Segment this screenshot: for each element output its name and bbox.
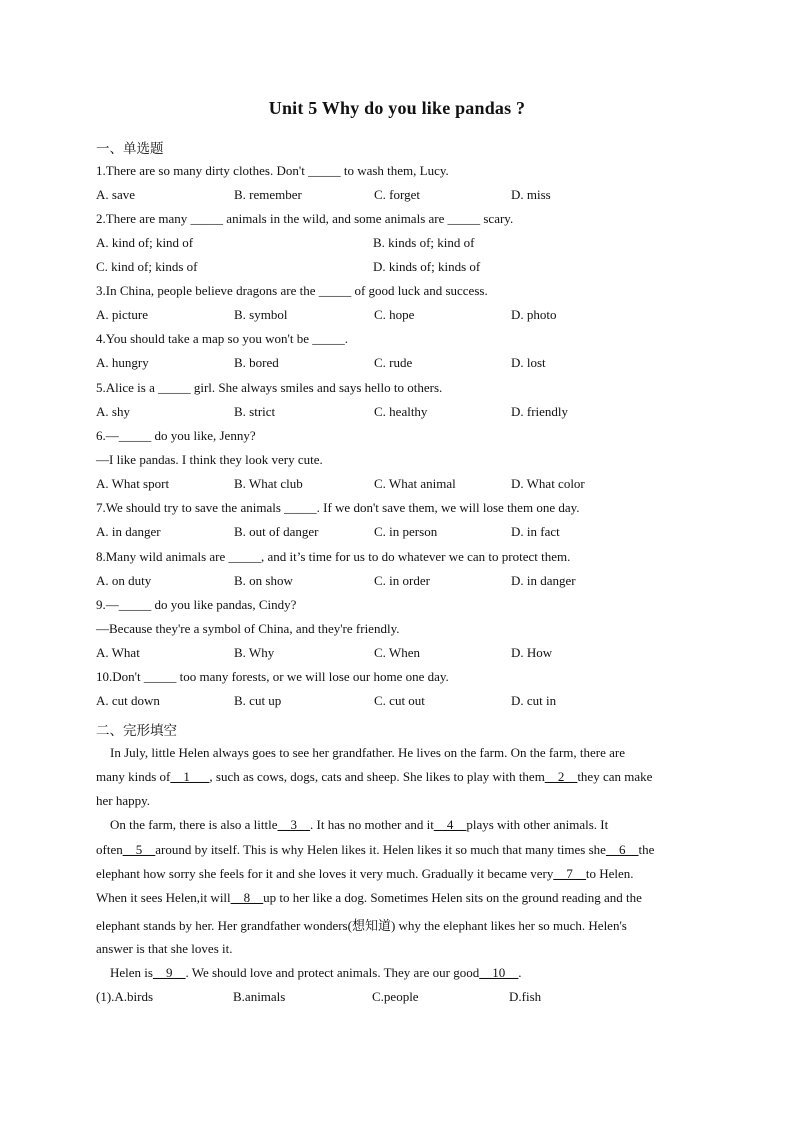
option-10a: A. cut down	[96, 693, 160, 708]
option-6b: B. What club	[234, 476, 303, 491]
cloze-blank-4: __4__	[433, 817, 467, 832]
option-3a: A. picture	[96, 307, 148, 322]
option-1b: B. remember	[234, 187, 302, 202]
cloze-option-1a: (1).A.birds	[96, 989, 154, 1004]
question-3: 3.In China, people believe dragons are the _____ of good luck and success.	[96, 283, 488, 298]
cloze-option-1b: B.animals	[233, 989, 286, 1004]
cloze-blank-2: __2__	[544, 769, 578, 784]
cloze-blank-10: __10__	[479, 965, 519, 980]
passage-line-5: often__5__around by itself. This is why Helen likes it. Helen likes it so much that many times she__6__the	[96, 842, 655, 857]
option-4c: C. rude	[374, 355, 413, 370]
cloze-option-1c: C.people	[372, 989, 419, 1004]
option-5d: D. friendly	[511, 404, 569, 419]
passage-line-9: answer is that she loves it.	[96, 941, 233, 956]
option-8a: A. on duty	[96, 573, 152, 588]
cloze-blank-6: __6__	[605, 842, 639, 857]
question-10: 10.Don't _____ too many forests, or we will lose our home one day.	[96, 669, 449, 684]
section-heading-cloze: 二、完形填空	[96, 723, 177, 738]
cloze-blank-1: __1___	[170, 769, 210, 784]
question-9: 9.—_____ do you like pandas, Cindy?	[96, 597, 297, 612]
option-5b: B. strict	[234, 404, 276, 419]
passage-line-10: Helen is__9__. We should love and protect animals. They are our good__10__.	[110, 965, 522, 980]
cloze-blank-5: __5__	[122, 842, 156, 857]
question-8: 8.Many wild animals are _____, and it’s time for us to do whatever we can to protect them.	[96, 549, 571, 564]
section-heading-single-choice: 一、单选题	[96, 141, 164, 156]
option-1a: A. save	[96, 187, 135, 202]
option-2d: D. kinds of; kinds of	[373, 259, 481, 274]
option-10b: B. cut up	[234, 693, 282, 708]
passage-line-3: her happy.	[96, 793, 151, 808]
cloze-blank-8: __8__	[230, 890, 264, 905]
passage-line-7: When it sees Helen,it will__8__up to her like a dog. Sometimes Helen sits on the ground reading and the	[96, 890, 642, 905]
option-4a: A. hungry	[96, 355, 149, 370]
option-5c: C. healthy	[374, 404, 428, 419]
cloze-blank-7: __7__	[553, 866, 586, 881]
option-9d: D. How	[511, 645, 553, 660]
option-1d: D. miss	[511, 187, 551, 202]
passage-line-2: many kinds of__1___, such as cows, dogs, cats and sheep. She likes to play with them__2__they can make	[96, 769, 653, 784]
option-5a: A. shy	[96, 404, 130, 419]
question-5: 5.Alice is a _____ girl. She always smiles and says hello to others.	[96, 380, 443, 395]
option-6c: C. What animal	[374, 476, 456, 491]
question-6-reply: —I like pandas. I think they look very cute.	[96, 452, 323, 467]
passage-line-4: On the farm, there is also a little__3__. It has no mother and it__4__plays with other animals. It	[110, 817, 609, 832]
question-1: 1.There are so many dirty clothes. Don't _____ to wash them, Lucy.	[96, 163, 449, 178]
option-9c: C. When	[374, 645, 420, 660]
option-6a: A. What sport	[96, 476, 170, 491]
option-7b: B. out of danger	[234, 524, 319, 539]
passage-line-8: elephant stands by her. Her grandfather wonders(想知道) why the elephant likes her so much. Helen's	[96, 918, 627, 933]
page-title: Unit 5 Why do you like pandas ?	[268, 98, 526, 118]
option-4b: B. bored	[234, 355, 279, 370]
option-9b: B. Why	[234, 645, 275, 660]
question-9-reply: —Because they're a symbol of China, and they're friendly.	[96, 621, 400, 636]
option-10d: D. cut in	[511, 693, 557, 708]
question-4: 4.You should take a map so you won't be _____.	[96, 331, 348, 346]
option-4d: D. lost	[511, 355, 546, 370]
option-3c: C. hope	[374, 307, 415, 322]
option-3d: D. photo	[511, 307, 557, 322]
question-7: 7.We should try to save the animals _____. If we don't save them, we will lose them one day.	[96, 500, 580, 515]
passage-line-6: elephant how sorry she feels for it and she loves it very much. Gradually it became very__7__to Helen.	[96, 866, 634, 881]
option-6d: D. What color	[511, 476, 585, 491]
option-7c: C. in person	[374, 524, 438, 539]
option-8d: D. in danger	[511, 573, 576, 588]
passage-line-1: In July, little Helen always goes to see her grandfather. He lives on the farm. On the farm, there are	[110, 745, 625, 760]
option-7d: D. in fact	[511, 524, 560, 539]
option-2a: A. kind of; kind of	[96, 235, 194, 250]
option-10c: C. cut out	[374, 693, 425, 708]
option-2b: B. kinds of; kind of	[373, 235, 475, 250]
option-8c: C. in order	[374, 573, 430, 588]
option-1c: C. forget	[374, 187, 420, 202]
option-3b: B. symbol	[234, 307, 288, 322]
cloze-option-1d: D.fish	[509, 989, 542, 1004]
cloze-blank-3: __3__	[277, 817, 311, 832]
question-6: 6.—_____ do you like, Jenny?	[96, 428, 256, 443]
option-9a: A. What	[96, 645, 140, 660]
option-2c: C. kind of; kinds of	[96, 259, 198, 274]
option-8b: B. on show	[234, 573, 293, 588]
question-2: 2.There are many _____ animals in the wild, and some animals are _____ scary.	[96, 211, 514, 226]
option-7a: A. in danger	[96, 524, 161, 539]
cloze-blank-9: __9__	[152, 965, 186, 980]
